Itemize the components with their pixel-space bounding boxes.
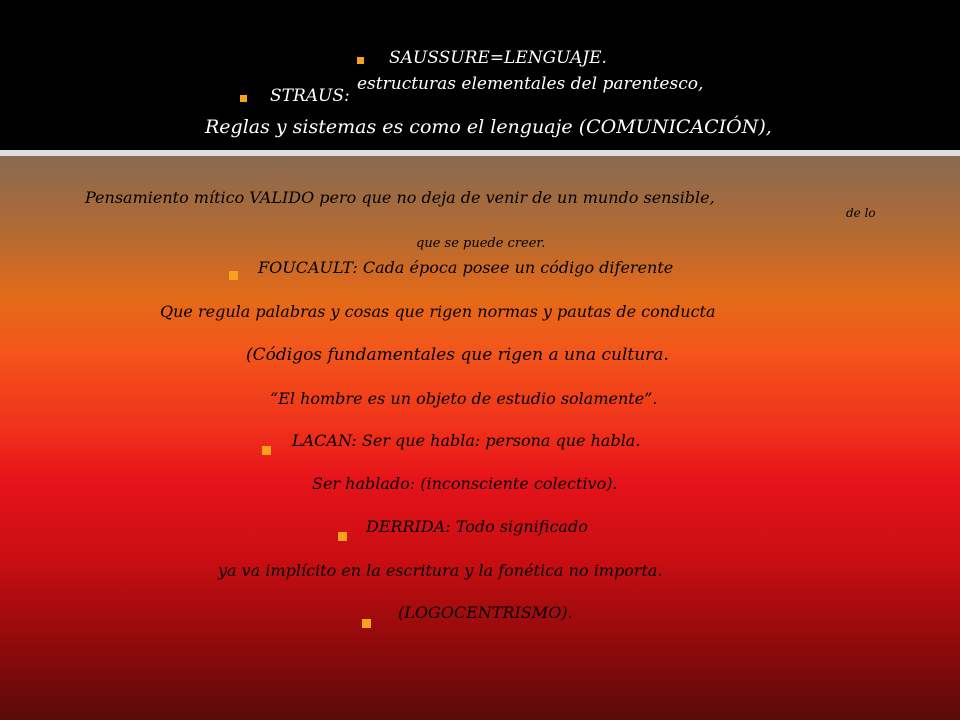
- hombre-text: “El hombre es un objeto de estudio solamente”.: [270, 389, 658, 408]
- bullet-icon: [240, 95, 247, 102]
- reglas-text: Reglas y sistemas es como el lenguaje (COMUNICACIÓN),: [205, 116, 772, 138]
- hablado-text: Ser hablado: (inconsciente colectivo).: [312, 474, 618, 493]
- de-lo-text: de lo: [846, 206, 876, 220]
- bullet-icon: [229, 271, 238, 280]
- foucault-text: FOUCAULT: Cada época posee un código diferente: [258, 258, 674, 277]
- straus-text: STRAUS:: [270, 86, 350, 106]
- derrida-text: DERRIDA: Todo significado: [366, 517, 588, 536]
- bullet-icon: [362, 619, 371, 628]
- header-band: [0, 0, 960, 150]
- logocentrismo-text: (LOGOCENTRISMO).: [398, 603, 573, 622]
- bullet-icon: [357, 57, 364, 64]
- bullet-icon: [262, 446, 271, 455]
- lacan-text: LACAN: Ser que habla: persona que habla.: [292, 431, 641, 450]
- codigos-text: (Códigos fundamentales que rigen a una cultura.: [246, 345, 669, 365]
- implicito-text: ya va implícito en la escritura y la fonética no importa.: [218, 561, 663, 580]
- que-regula-text: Que regula palabras y cosas que rigen normas y pautas de conducta: [160, 302, 716, 321]
- header-divider: [0, 150, 960, 156]
- que-se-text: que se puede creer.: [416, 236, 546, 251]
- bullet-icon: [338, 532, 347, 541]
- estructuras-text: estructuras elementales del parentesco,: [357, 74, 704, 94]
- saussure-text: SAUSSURE=LENGUAJE.: [389, 48, 607, 68]
- pensamiento-text: Pensamiento mítico VALIDO pero que no deja de venir de un mundo sensible,: [85, 188, 715, 207]
